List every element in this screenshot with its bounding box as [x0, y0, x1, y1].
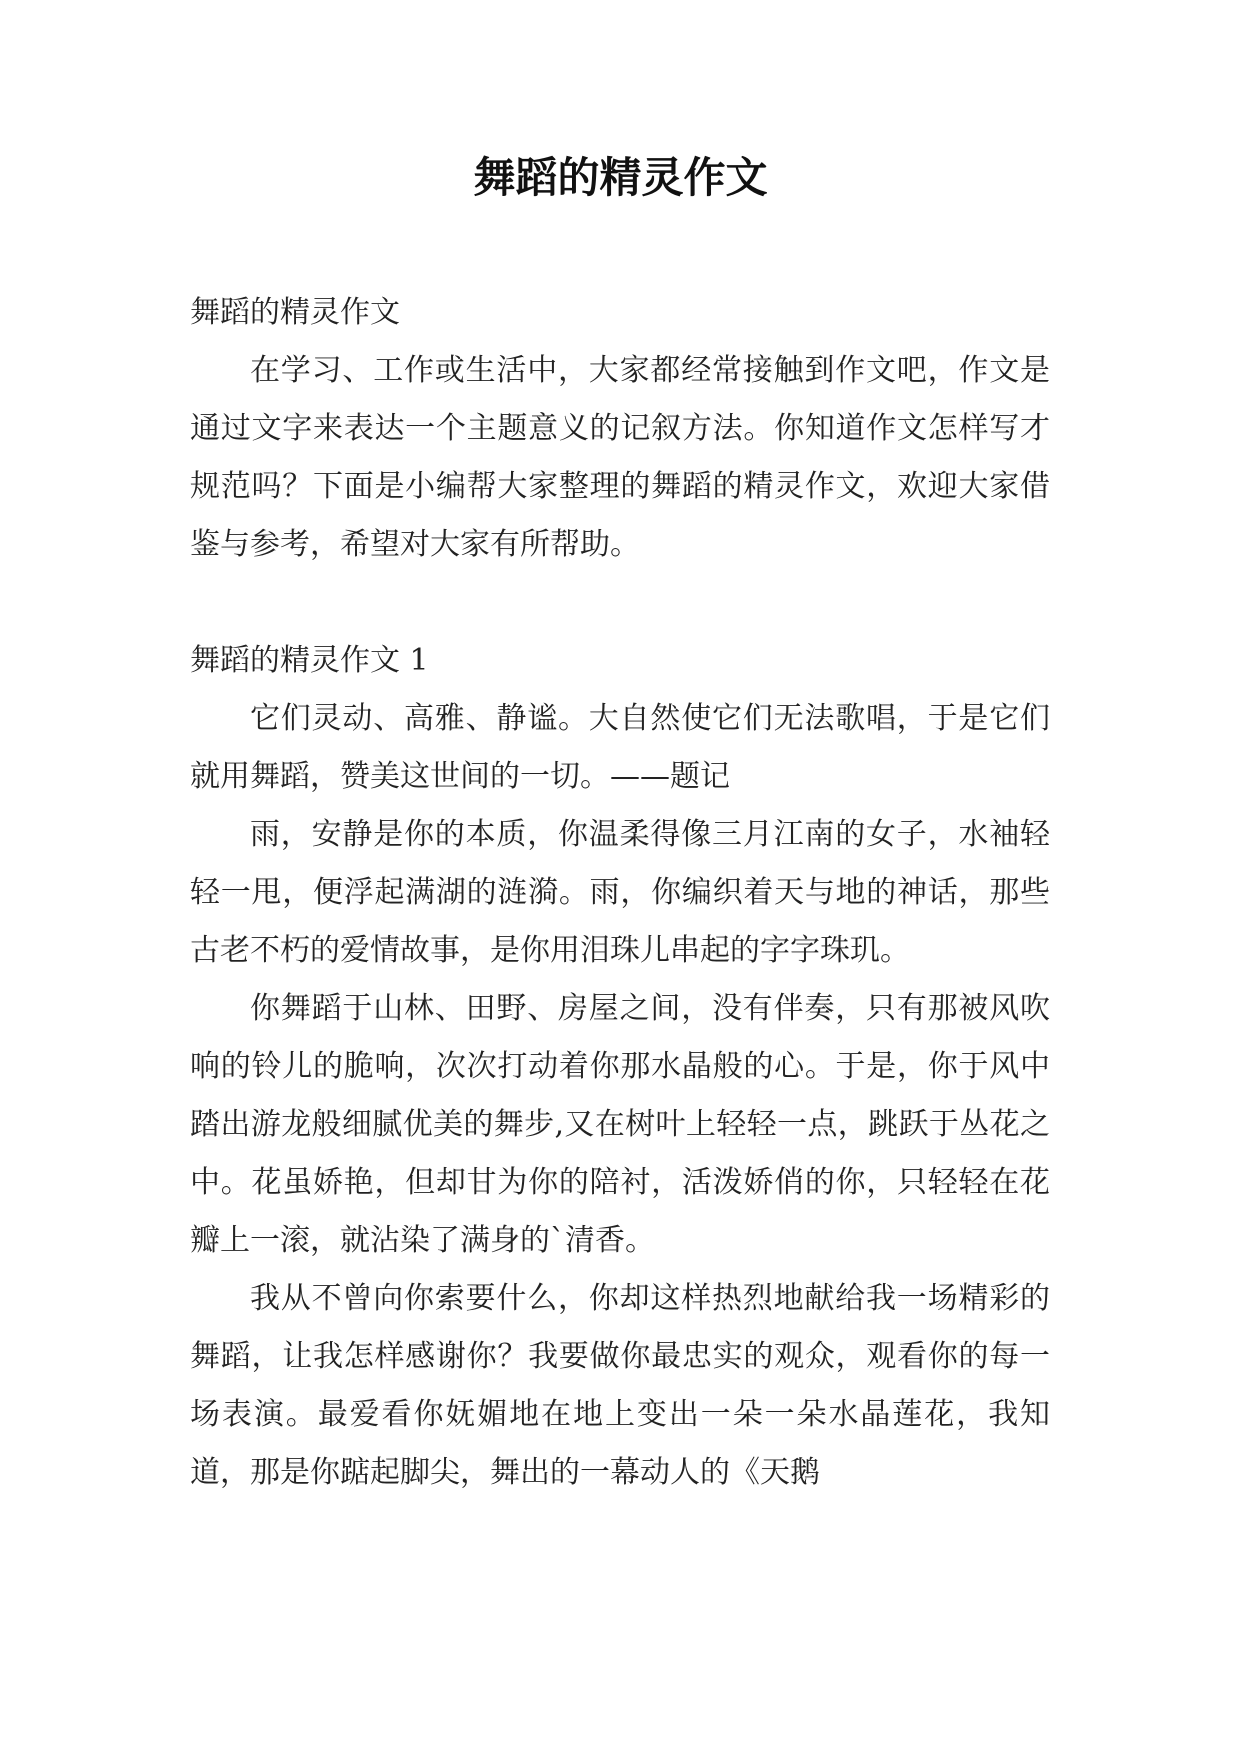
document-title: 舞蹈的精灵作文 [473, 153, 768, 202]
paragraph-gap [190, 574, 1050, 632]
body-paragraph: 它们灵动、高雅、静谧。大自然使它们无法歌唱，于是它们就用舞蹈，赞美这世间的一切。——题记 [190, 701, 1050, 794]
body-paragraph: 我从不曾向你索要什么，你却这样热烈地献给我一场精彩的舞蹈，让我怎样感谢你？我要做你最忠实的观众，观看你的每一场表演。最爱看你妩媚地在地上变出一朵一朵水晶莲花，我知道，那是你踮起脚尖，舞出的一幕动人的《天鹅 [190, 1281, 1050, 1490]
essay-heading: 舞蹈的精灵作文 1 [190, 643, 429, 678]
body-paragraph: 雨，安静是你的本质，你温柔得像三月江南的女子，水袖轻轻一甩，便浮起满湖的涟漪。雨，你编织着天与地的神话，那些古老不朽的爱情故事，是你用泪珠儿串起的字字珠玑。 [190, 817, 1050, 968]
intro-paragraph: 在学习、工作或生活中，大家都经常接触到作文吧，作文是通过文字来表达一个主题意义的记叙方法。你知道作文怎样写才规范吗？下面是小编帮大家整理的舞蹈的精灵作文，欢迎大家借鉴与参考，希望对大家有所帮助。 [190, 353, 1050, 562]
body-paragraph: 你舞蹈于山林、田野、房屋之间，没有伴奏，只有那被风吹响的铃儿的脆响，次次打动着你那水晶般的心。于是，你于风中踏出游龙般细腻优美的舞步,又在树叶上轻轻一点，跳跃于丛花之中。花虽娇艳，但却甘为你的陪衬，活泼娇俏的你，只轻轻在花瓣上一滚，就沾染了满身的`清香。 [190, 991, 1050, 1258]
document-body [190, 284, 1050, 1502]
section-heading: 舞蹈的精灵作文 [190, 295, 400, 330]
